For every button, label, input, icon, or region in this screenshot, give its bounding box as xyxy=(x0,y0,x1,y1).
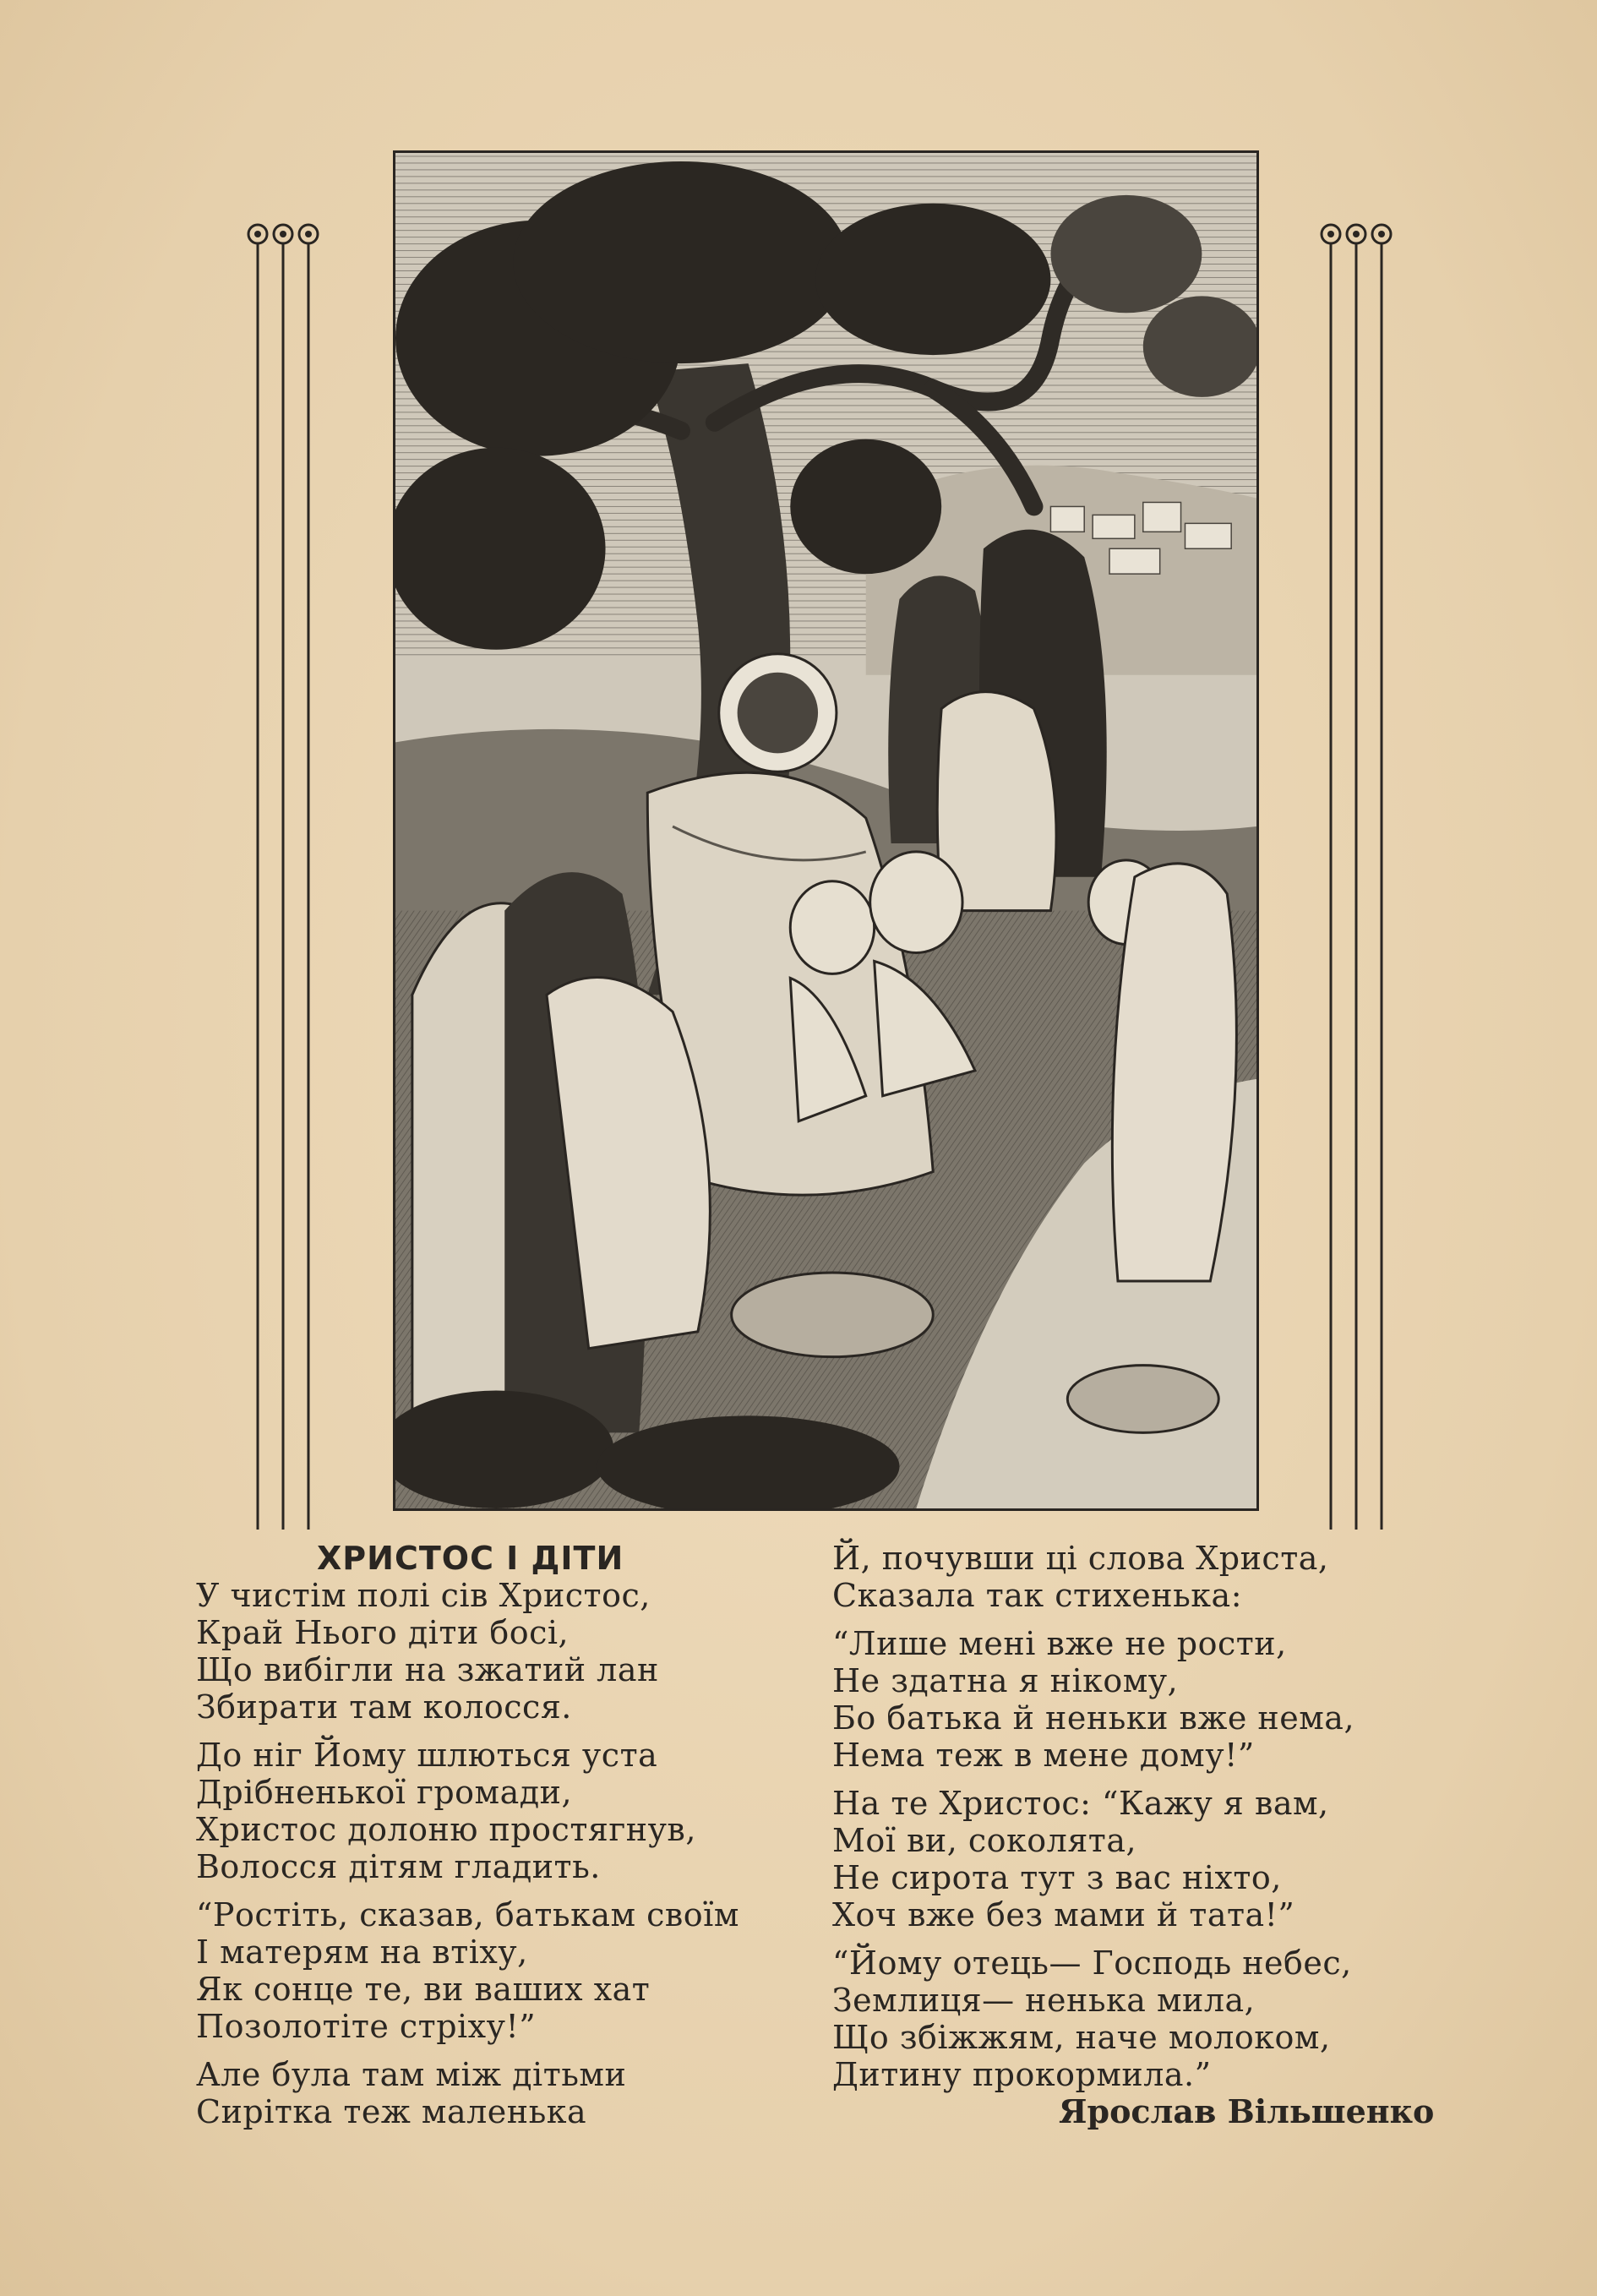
stanza-5 xyxy=(832,1540,1474,1614)
poem-line: І матерям на втіху, xyxy=(196,1933,528,1971)
poem-line: Дрібненької громади, xyxy=(196,1774,573,1811)
poem-line: Край Нього діти босі, xyxy=(196,1614,570,1651)
poem-left-column xyxy=(196,1577,804,2130)
right-ornament-lines xyxy=(1318,215,1394,1530)
stanza-8 xyxy=(832,1944,1474,2093)
poem-line: “Лише мені вже не рости, xyxy=(832,1625,1287,1662)
poem-line: Мої ви, соколята, xyxy=(832,1822,1137,1859)
poem-line: Нема теж в мене дому!” xyxy=(832,1737,1255,1774)
stanza-2 xyxy=(196,1737,804,1885)
left-ornament-lines xyxy=(245,215,321,1530)
engraving-christ-with-children-icon xyxy=(395,153,1256,1508)
poem-line: У чистім полі сів Христос, xyxy=(196,1577,651,1614)
stanza-6 xyxy=(832,1625,1474,1774)
poem-line: Як сонце те, ви ваших хат xyxy=(196,1971,651,2008)
poem-line: Збирати там колосся. xyxy=(196,1688,572,1726)
engraving-illustration xyxy=(393,150,1259,1511)
poem-line: Дитину прокормила.” xyxy=(832,2056,1212,2093)
poem-line: Не здатна я нікому, xyxy=(832,1662,1179,1699)
poem-line: Що збіжжям, наче молоком, xyxy=(832,2019,1331,2056)
poem-line: Сирітка теж маленька xyxy=(196,2093,587,2130)
poem-line: На те Христос: “Кажу я вам, xyxy=(832,1785,1329,1822)
poem-title: ХРИСТОС І ДІТИ xyxy=(317,1540,624,1577)
poem-line: Бо батька й неньки вже нема, xyxy=(832,1699,1355,1737)
stanza-7 xyxy=(832,1785,1474,1933)
poem-right-column xyxy=(832,1540,1474,2093)
poem-line: Христос долоню простягнув, xyxy=(196,1811,696,1848)
poem-line: Й, почувши ці слова Христа, xyxy=(832,1540,1329,1577)
poem-line: До ніг Йому шлються уста xyxy=(196,1737,658,1774)
poem-line: Землиця— ненька мила, xyxy=(832,1982,1256,2019)
stanza-3 xyxy=(196,1896,804,2045)
poem-line: Хоч вже без мами й тата!” xyxy=(832,1896,1295,1933)
poem-line: Позолотіте стріху!” xyxy=(196,2008,537,2045)
poem-author: Ярослав Вільшенко xyxy=(1059,2092,1435,2130)
poem-line: Не сирота тут з вас ніхто, xyxy=(832,1859,1282,1896)
stanza-4 xyxy=(196,2056,804,2130)
poem-line: Що вибігли на зжатий лан xyxy=(196,1651,659,1688)
poem-line: Але була там між дітьми xyxy=(196,2056,627,2093)
poem-line: “Йому отець— Господь небес, xyxy=(832,1944,1352,1982)
poem-line: Сказала так стихенька: xyxy=(832,1577,1243,1614)
stanza-1 xyxy=(196,1577,804,1726)
poem-line: “Ростіть, сказав, батькам своїм xyxy=(196,1896,739,1933)
poem-line: Волосся дітям гладить. xyxy=(196,1848,601,1885)
